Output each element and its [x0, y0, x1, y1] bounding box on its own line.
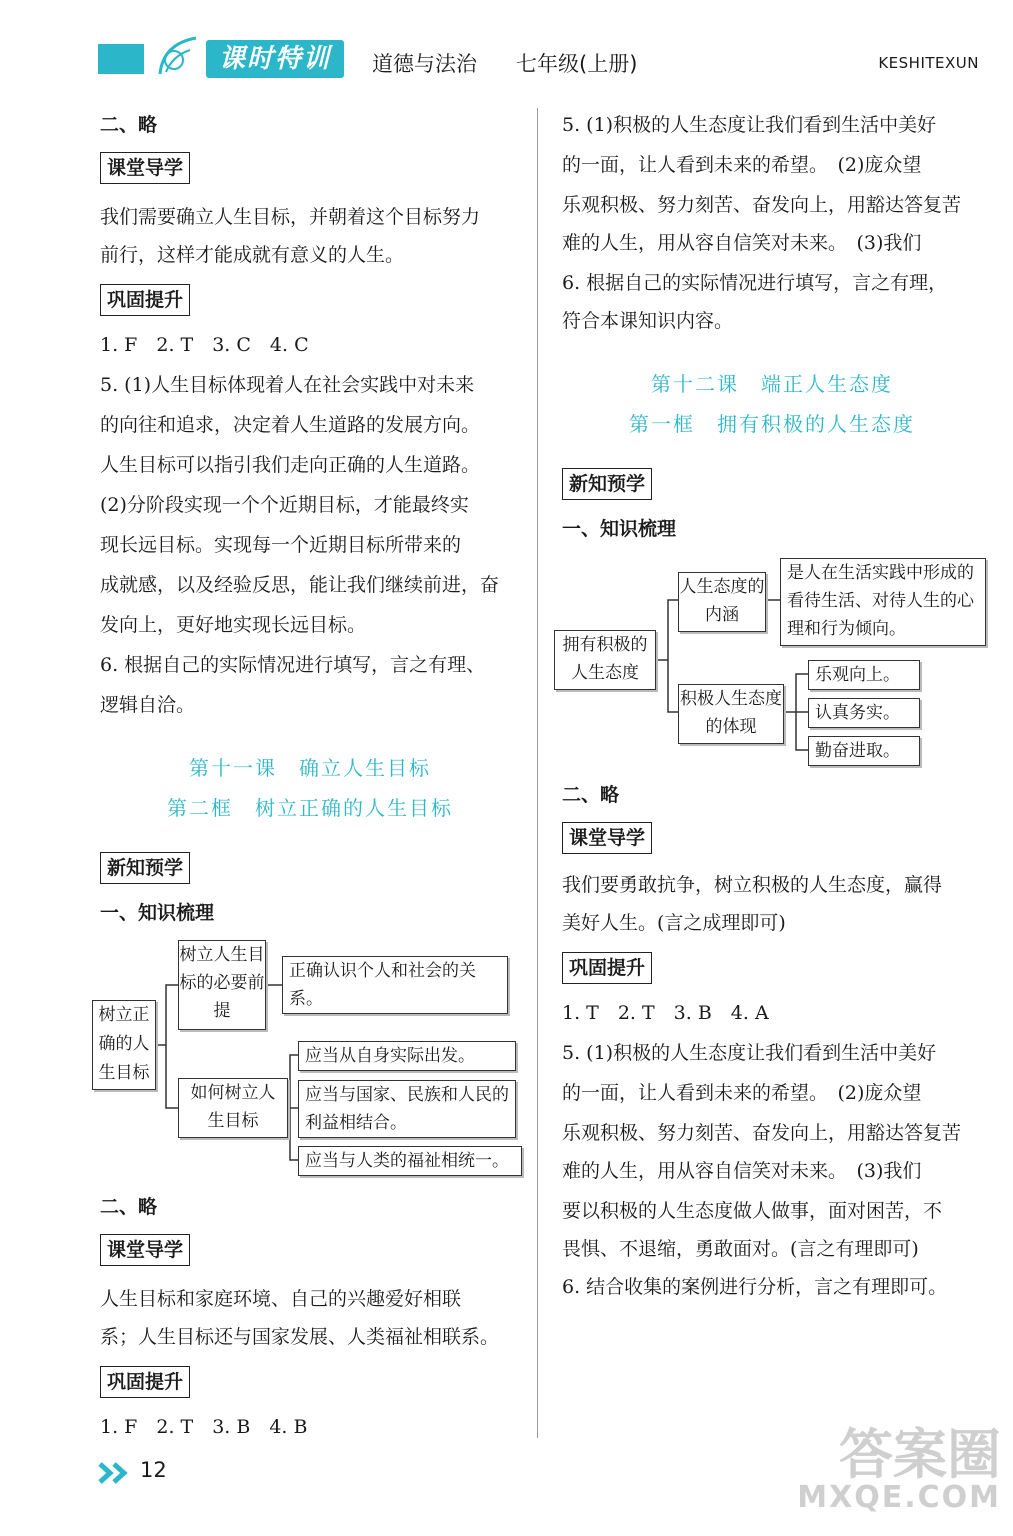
lesson-12-frame-title: 第一框 拥有积极的人生态度 [629, 412, 915, 436]
left-q5-line: 5. (1)人生目标体现着人在社会实践中对未来 [100, 374, 475, 396]
left-mindmap-root: 树立正确的人生目标 [92, 1000, 156, 1090]
right-q5b-line: 5. (1)积极的人生态度让我们看到生活中美好 [562, 1042, 937, 1064]
right-consolidate-label: 巩固提升 [562, 952, 652, 984]
left-heading-2: 二、略 [100, 114, 158, 136]
left-q5-line: 人生目标可以指引我们走向正确的人生道路。 [100, 454, 481, 476]
right-guide-line-1: 我们要勇敢抗争，树立积极的人生态度，赢得 [562, 874, 943, 896]
left-q5-line: 成就感，以及经验反思，能让我们继续前进，奋 [100, 574, 500, 596]
left-q5-line: 现长远目标。实现每一个近期目标所带来的 [100, 534, 462, 556]
right-q6b: 6. 结合收集的案例进行分析，言之有理即可。 [562, 1276, 948, 1298]
right-q5-line: 的一面，让人看到未来的希望。 (2)庞众望 [562, 154, 922, 176]
right-mindmap-leaf-1: 是人在生活实践中形成的看待生活、对待人生的心理和行为倾向。 [780, 558, 986, 646]
left-mindmap-branch-2: 如何树立人生目标 [178, 1078, 288, 1138]
logo-text: 课时特训 [206, 40, 344, 78]
right-guide-line-2: 美好人生。(言之成理即可) [562, 912, 786, 934]
right-preview-label: 新知预学 [562, 468, 652, 500]
right-q5-line: 乐观积极、努力刻苦、奋发向上，用豁达答复苦 [562, 194, 962, 216]
left-consolidate2-label: 巩固提升 [100, 1366, 190, 1398]
right-q5-line: 5. (1)积极的人生态度让我们看到生活中美好 [562, 114, 937, 136]
right-q5b-line: 要以积极的人生态度做人做事，面对困苦，不 [562, 1200, 943, 1222]
left-mindmap-leaf-2c: 应当与人类的福祉相统一。 [298, 1146, 522, 1176]
right-mindmap-leaf-2b: 认真务实。 [808, 698, 920, 728]
left-q5-line: (2)分阶段实现一个个近期目标，才能最终实 [100, 494, 469, 516]
right-mindmap-branch-2: 积极人生态度的体现 [678, 684, 784, 744]
right-q5b-line: 畏惧、不退缩，勇敢面对。(言之有理即可) [562, 1238, 919, 1260]
left-guide2-label: 课堂导学 [100, 1234, 190, 1266]
lesson-11-title: 第十一课 确立人生目标 [189, 756, 431, 780]
left-guide-line-2: 前行，这样才能成就有意义的人生。 [100, 244, 405, 266]
watermark-url: MXQE.COM [797, 1480, 1001, 1515]
left-mindmap-leaf-2a: 应当从自身实际出发。 [298, 1041, 516, 1071]
left-mindmap-branch-1: 树立人生目标的必要前提 [178, 940, 266, 1030]
left-answers-2: 1. F 2. T 3. B 4. B [100, 1416, 308, 1438]
left-answers-1: 1. F 2. T 3. C 4. C [100, 334, 309, 356]
double-chevron-icon [98, 1462, 132, 1484]
right-q5-line: 难的人生，用从容自信笑对未来。 (3)我们 [562, 232, 922, 254]
watermark-logo: 答案圈 [839, 1423, 1001, 1486]
left-heading-2b: 二、略 [100, 1196, 158, 1218]
right-answers: 1. T 2. T 3. B 4. A [562, 1002, 769, 1024]
lesson-11-frame-title: 第二框 树立正确的人生目标 [167, 796, 453, 820]
header-grade: 七年级(上册) [516, 52, 638, 76]
left-mindmap-leaf-1: 正确认识个人和社会的关系。 [282, 956, 508, 1014]
left-guide2-line-2: 系；人生目标还与国家发展、人类福祉相联系。 [100, 1326, 500, 1348]
left-q5-line: 发向上，更好地实现长远目标。 [100, 614, 367, 636]
lesson-12-title: 第十二课 端正人生态度 [651, 372, 893, 396]
right-guide-label-wrap [562, 822, 982, 854]
left-q6-line: 逻辑自洽。 [100, 694, 196, 716]
right-q5b-line: 难的人生，用从容自信笑对未来。 (3)我们 [562, 1160, 922, 1182]
right-heading-2: 二、略 [562, 784, 620, 806]
left-guide-label: 课堂导学 [100, 152, 190, 184]
left-mindmap-leaf-2b: 应当与国家、民族和人民的利益相结合。 [298, 1080, 516, 1138]
right-mindmap-leaf-2a: 乐观向上。 [808, 660, 920, 690]
right-mindmap-root: 拥有积极的人生态度 [554, 630, 656, 690]
right-kb-heading: 一、知识梳理 [562, 518, 677, 540]
page-number: 12 [140, 1458, 167, 1482]
right-q6-line: 符合本课知识内容。 [562, 310, 734, 332]
header-brand: KESHITEXUN [878, 54, 979, 72]
left-consolidate-label: 巩固提升 [100, 284, 190, 316]
right-q6-line: 6. 根据自己的实际情况进行填写，言之有理， [562, 272, 948, 294]
right-q5b-line: 的一面，让人看到未来的希望。 (2)庞众望 [562, 1082, 922, 1104]
header-subject: 道德与法治 [372, 52, 477, 76]
right-q5b-line: 乐观积极、努力刻苦、奋发向上，用豁达答复苦 [562, 1122, 962, 1144]
right-mindmap-branch-1: 人生态度的内涵 [678, 572, 766, 632]
left-q5-line: 的向往和追求，决定着人生道路的发展方向。 [100, 414, 481, 436]
left-preview-label: 新知预学 [100, 852, 190, 884]
left-kb-heading: 一、知识梳理 [100, 902, 215, 924]
right-consolidate-label-wrap [562, 952, 982, 984]
left-guide-line-1: 我们需要确立人生目标，并朝着这个目标努力 [100, 206, 481, 228]
left-guide2-line-1: 人生目标和家庭环境、自己的兴趣爱好相联 [100, 1288, 462, 1310]
left-q6-line: 6. 根据自己的实际情况进行填写，言之有理、 [100, 654, 486, 676]
right-mindmap-leaf-2c: 勤奋进取。 [808, 736, 920, 766]
right-guide-label: 课堂导学 [562, 822, 652, 854]
